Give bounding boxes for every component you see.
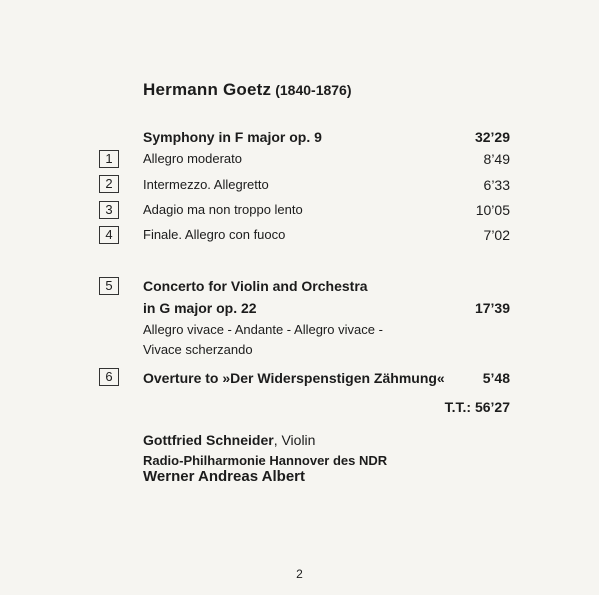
soloist-credit [143,432,315,448]
movement-duration-3: 10’05 [475,202,510,218]
movement-title-1: Allegro moderato [143,151,242,166]
soloist-role: , Violin [273,432,316,448]
total-time: T.T.: 56’27 [444,399,510,415]
track-number-1: 1 [99,150,119,168]
track-number-4: 4 [99,226,119,244]
conductor-credit: Werner Andreas Albert [143,468,305,485]
work-title-overture: Overture to »Der Widerspenstigen Zähmung« [143,370,445,386]
movement-title-3: Adagio ma non troppo lento [143,202,303,217]
movement-duration-1: 8’49 [483,151,510,167]
movement-duration-4: 7’02 [483,227,510,243]
movement-title-concerto-line2: Vivace scherzando [143,342,253,357]
track-number-6: 6 [99,368,119,386]
composer-name: Hermann Goetz [143,80,272,99]
movement-duration-2: 6’33 [483,177,510,193]
composer-dates: (1840-1876) [275,82,352,98]
track-number-2: 2 [99,175,119,193]
track-number-5: 5 [99,277,119,295]
movement-title-concerto-line1: Allegro vivace - Andante - Allegro vivace - [143,322,383,337]
work-title-concerto-line1: Concerto for Violin and Orchestra [143,278,368,294]
work-duration-overture: 5’48 [482,370,510,386]
work-title-concerto-line2: in G major op. 22 [143,300,257,316]
orchestra-credit: Radio-Philharmonie Hannover des NDR [143,453,388,468]
soloist-name: Gottfried Schneider [143,432,274,448]
movement-title-4: Finale. Allegro con fuoco [143,227,286,242]
work-duration-symphony: 32’29 [474,129,510,145]
work-title-symphony: Symphony in F major op. 9 [143,129,322,145]
page-number: 2 [296,567,303,581]
movement-title-2: Intermezzo. Allegretto [143,177,269,192]
track-number-3: 3 [99,201,119,219]
work-duration-concerto: 17’39 [474,300,510,316]
composer-heading [143,80,352,100]
